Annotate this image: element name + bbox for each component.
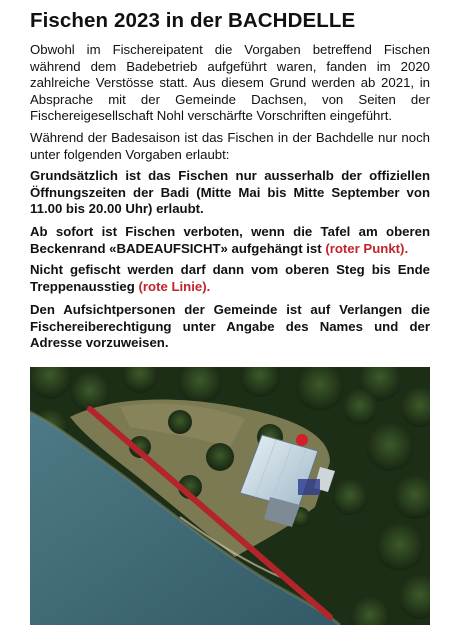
rule-opening-hours: Grundsätzlich ist das Fischen nur ausserhalb der offiziellen Öffnungszeiten der Badi (Mitte Mai bis Mitte September von 11.00 bis 20.00 Uhr) erlaubt. [30,168,430,217]
rule-badeaufsicht-text: Ab sofort ist Fischen verboten, wenn die Tafel am oberen Beckenrand «BADEAUFSICHT» aufgehängt ist [30,224,430,256]
aerial-map [30,367,430,625]
rules-intro-paragraph: Während der Badesaison ist das Fischen in der Bachdelle nur noch unter folgenden Vorgaben erlaubt: [30,130,430,162]
page-title: Fischen 2023 in der BACHDELLE [30,9,356,32]
rule-no-fishing-zone [30,262,430,295]
aerial-map-image [30,367,430,625]
rule-show-permit: Den Aufsichtpersonen der Gemeinde ist auf Verlangen die Fischereiberechtigung unter Angabe des Names und der Adresse vorzuweisen. [30,302,430,351]
badeaufsicht-marker-dot [296,434,308,446]
rule-badeaufsicht [30,224,430,257]
intro-paragraph: Obwohl im Fischereipatent die Vorgaben betreffend Fischen während dem Badebetrieb aufgeführt waren, fanden im 2020 zahlreiche Verstösse statt. Aus diesem Grund werden ab 2021, in Absprache mit der Gemeinde Dachsen, von Seiten der Fischereigesellschaft Nohl verschärfte Vorschriften eingeführt. [30,42,430,124]
red-line-reference: (rote Linie). [138,278,211,294]
rule-no-fishing-zone-text: Nicht gefischt werden darf dann vom oberen Steg bis Ende Treppenausstieg [30,262,430,294]
red-dot-reference: (roter Punkt). [325,240,409,256]
